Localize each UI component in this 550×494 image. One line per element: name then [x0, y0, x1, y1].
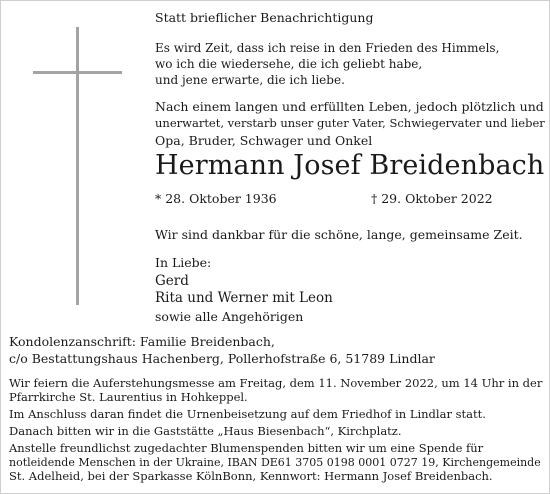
verse-line: und jene erwarte, die ich liebe. [155, 73, 345, 87]
condolence-line: Kondolenzanschrift: Familie Breidenbach, [9, 334, 275, 349]
donation-line: St. Adelheid, bei der Sparkasse KölnBonn, Kennwort: Hermann Josef Breidenbach. [9, 469, 493, 483]
mourner-name: Gerd [155, 273, 189, 289]
verse-line: wo ich die wiedersehe, die ich geliebt habe, [155, 57, 423, 71]
mass-line: Pfarrkirche St. Laurentius in Hohkeppel. [9, 390, 248, 404]
donation-line: Anstelle freundlichst zugedachter Blumenspenden bitten wir um eine Spende für [9, 441, 484, 455]
birth-date: * 28. Oktober 1936 [155, 191, 277, 206]
verse-line: Es wird Zeit, dass ich reise in den Frieden des Himmels, [155, 41, 500, 55]
death-date: † 29. Oktober 2022 [371, 191, 493, 206]
announcement-line: unerwartet, verstarb unser guter Vater, Schwiegervater und lieber [155, 116, 545, 130]
mass-line: Wir feiern die Auferstehungsmesse am Freitag, dem 11. November 2022, um 14 Uhr in der [9, 376, 543, 390]
mourner-name: Rita und Werner mit Leon [155, 290, 333, 306]
gratitude-text: Wir sind dankbar für die schöne, lange, gemeinsame Zeit. [155, 227, 523, 242]
cross-horizontal-bar [33, 71, 122, 74]
condolence-line: c/o Bestattungshaus Hachenberg, Pollerhofstraße 6, 51789 Lindlar [9, 351, 435, 366]
donation-line: notleidende Menschen in der Ukraine, IBAN DE61 3705 0198 0001 0727 19, Kirchengemeinde [9, 456, 541, 469]
gathering-line: Danach bitten wir in die Gaststätte „Haus Biesenbach“, Kirchplatz. [9, 424, 402, 438]
mourners-intro: In Liebe: [155, 255, 212, 270]
announcement-line: Opa, Bruder, Schwager und Onkel [155, 133, 373, 148]
announcement-line: Nach einem langen und erfüllten Leben, jedoch plötzlich und [155, 99, 544, 114]
mourners-others: sowie alle Angehörigen [155, 309, 304, 324]
cross-vertical-bar [76, 27, 79, 305]
deceased-name: Hermann Josef Breidenbach [155, 150, 545, 181]
burial-line: Im Anschluss daran findet die Urnenbeisetzung auf dem Friedhof in Lindlar statt. [9, 407, 486, 421]
intro-text: Statt brieflicher Benachrichtigung [155, 10, 374, 25]
